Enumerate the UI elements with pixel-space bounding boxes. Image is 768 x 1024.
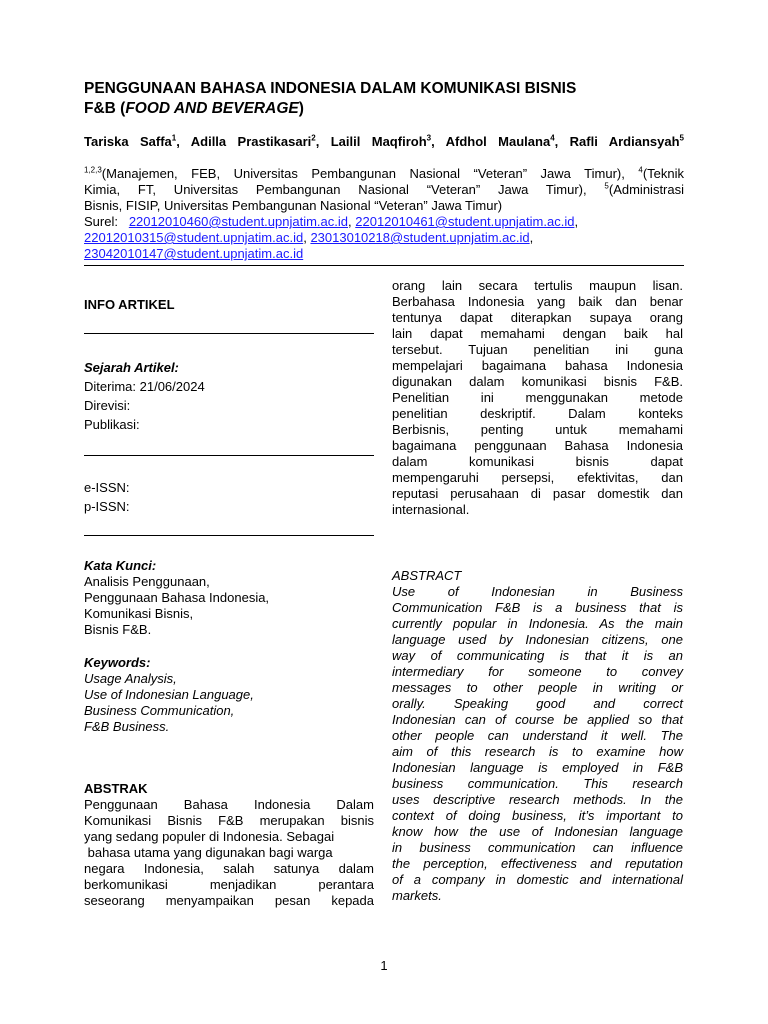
abstrak-continued bbox=[392, 278, 683, 518]
abstract-line: in business communication can influence bbox=[392, 840, 683, 855]
abstrak-line: tersebut. Tujuan penelitian ini guna bbox=[392, 342, 683, 357]
kata-kunci-heading: Kata Kunci: bbox=[84, 558, 157, 573]
abstrak-line: seseorang menyampaikan pesan kepada bbox=[84, 893, 374, 908]
keyword-item: Business Communication, bbox=[84, 703, 235, 718]
affiliation-line-1: $^{1,2,3}$(Manajemen, FEB, Universitas Pembangunan Nasional “Veteran” Jawa Timur), $^4$(Teknik bbox=[84, 165, 684, 181]
abstract-line: language used by Indonesian citizens, one bbox=[392, 632, 683, 647]
history-heading: Sejarah Artikel: bbox=[84, 360, 179, 375]
abstrak-block bbox=[84, 781, 374, 909]
abstract-heading: ABSTRACT bbox=[392, 568, 462, 583]
divider bbox=[84, 535, 374, 536]
email-line-1: Surel: 22012010460@student.upnjatim.ac.id, 22012010461@student.upnjatim.ac.id, bbox=[84, 214, 579, 229]
info-heading: INFO ARTIKEL bbox=[84, 297, 175, 312]
abstract-line: know how the use of Indonesian language bbox=[392, 824, 683, 839]
abstract-line: Use of Indonesian in Business bbox=[392, 584, 683, 599]
divider bbox=[84, 455, 374, 456]
abstrak-line: tentunya dapat diterapkan supaya orang bbox=[392, 310, 683, 325]
abstract-line: the perception, effectiveness and reputation bbox=[392, 856, 683, 871]
divider bbox=[84, 333, 374, 334]
email-label: Surel: bbox=[84, 214, 118, 229]
abstrak-line: mempengaruhi persepsi, efektivitas, dan bbox=[392, 470, 683, 485]
abstract-line: uses descriptive research methods. In the bbox=[392, 792, 683, 807]
abstract-line: messages to other people in writing or bbox=[392, 680, 683, 695]
author-name: Afdhol Maulana bbox=[445, 134, 551, 149]
abstract-line: of a company in domestic and international bbox=[392, 872, 683, 887]
email-link[interactable]: 22012010460@student.upnjatim.ac.id bbox=[128, 214, 349, 229]
abstract-line: context of doing business, it’s important to bbox=[392, 808, 683, 823]
abstract-line: markets. bbox=[392, 888, 442, 903]
paper-title bbox=[84, 79, 684, 119]
keyword-item: Komunikasi Bisnis, bbox=[84, 606, 194, 621]
pissn: p-ISSN: bbox=[84, 499, 130, 514]
keyword-item: Bisnis F&B. bbox=[84, 622, 152, 637]
abstrak-line: Penggunaan Bahasa Indonesia Dalam bbox=[84, 797, 374, 812]
abstract-line: orally. Speaking good and correct bbox=[392, 696, 683, 711]
page-number: 1 bbox=[380, 958, 388, 973]
abstract-line: business communication. This research bbox=[392, 776, 683, 791]
author-name: Tariska Saffa bbox=[84, 134, 172, 149]
abstrak-line: bahasa utama yang digunakan bagi warga bbox=[84, 845, 333, 860]
author-name: Rafli Ardiansyah bbox=[569, 134, 680, 149]
abstrak-line: Berbisnis, penting untuk memahami bbox=[392, 422, 683, 437]
keyword-item: Analisis Penggunaan, bbox=[84, 574, 210, 589]
kata-kunci-block bbox=[84, 558, 374, 638]
abstrak-line: internasional. bbox=[392, 502, 470, 517]
abstrak-line: bagaimana penggunaan Bahasa Indonesia bbox=[392, 438, 683, 453]
abstract-line: aim of this research is to examine how bbox=[392, 744, 683, 759]
issn-block bbox=[84, 478, 374, 516]
abstract-line: other people can understand it well. The bbox=[392, 728, 683, 743]
abstrak-line: digunakan dalam komunikasi bisnis F&B. bbox=[392, 374, 683, 389]
abstrak-line: Berbahasa Indonesia yang baik dan benar bbox=[392, 294, 683, 309]
affiliation-line-3: Bisnis, FISIP, Universitas Pembangunan Nasional “Veteran” Jawa Timur) bbox=[84, 198, 503, 213]
revised-date: Direvisi: bbox=[84, 398, 131, 413]
email-link[interactable]: 23013010218@student.upnjatim.ac.id bbox=[310, 230, 530, 245]
abstrak-line: mempelajari bagaimana bahasa Indonesia bbox=[392, 358, 683, 373]
abstract-line: way of communicating is that it is an bbox=[392, 648, 683, 663]
header-divider bbox=[84, 265, 684, 266]
abstrak-line: orang lain secara tertulis maupun lisan. bbox=[392, 278, 683, 293]
keyword-item: F&B Business. bbox=[84, 719, 170, 734]
abstrak-line: Komunikasi Bisnis F&B merupakan bisnis bbox=[84, 813, 374, 828]
email-line-3 bbox=[84, 246, 684, 262]
abstrak-line: negara Indonesia, salah satunya dalam bbox=[84, 861, 374, 876]
abstrak-line: lain dapat memahami dengan baik hal bbox=[392, 326, 683, 341]
email-link[interactable]: 22012010461@student.upnjatim.ac.id bbox=[355, 214, 575, 229]
abstrak-line: yang sedang populer di Indonesia. Sebagai bbox=[84, 829, 335, 844]
abstract-line: intermediary for someone to convey bbox=[392, 664, 683, 679]
received-date: Diterima: 21/06/2024 bbox=[84, 379, 205, 394]
abstrak-heading: ABSTRAK bbox=[84, 781, 148, 796]
abstrak-line: berkomunikasi menjadikan perantara bbox=[84, 877, 374, 892]
title-line-2: F&B (FOOD AND BEVERAGE) bbox=[84, 100, 304, 117]
keyword-item: Use of Indonesian Language, bbox=[84, 687, 254, 702]
abstrak-line: dalam komunikasi bisnis dapat bbox=[392, 454, 683, 469]
affiliation-line-2: Kimia, FT, Universitas Pembangunan Nasional “Veteran” Jawa Timur), $^5$(Administrasi bbox=[84, 181, 684, 197]
affiliations bbox=[84, 166, 684, 262]
keywords-heading: Keywords: bbox=[84, 655, 151, 670]
email-link[interactable]: 22012010315@student.upnjatim.ac.id bbox=[84, 230, 304, 245]
keyword-item: Penggunaan Bahasa Indonesia, bbox=[84, 590, 270, 605]
author-list: Tariska Saffa$^1$, Adilla Prastikasari$^2$, Lailil Maqfiroh$^3$, Afdhol Maulana$^4$, Rafli Ardiansyah$^5$ bbox=[84, 133, 684, 149]
title-line-1: PENGGUNAAN BAHASA INDONESIA DALAM KOMUNIKASI BISNIS bbox=[84, 80, 577, 97]
keyword-item: Usage Analysis, bbox=[84, 671, 177, 686]
author-name: Lailil Maqfiroh bbox=[330, 134, 427, 149]
abstrak-line: Penelitian ini menggunakan metode bbox=[392, 390, 683, 405]
abstract-line: currently popular in Indonesia. As the main bbox=[392, 616, 683, 631]
article-history bbox=[84, 358, 374, 434]
abstrak-line: reputasi perusahaan di pasar domestik dan bbox=[392, 486, 683, 501]
abstract-line: Indonesian language is employed in F&B bbox=[392, 760, 683, 775]
email-link[interactable]: 23042010147@student.upnjatim.ac.id bbox=[84, 246, 304, 261]
eissn: e-ISSN: bbox=[84, 480, 130, 495]
abstract-block bbox=[392, 568, 683, 904]
keywords-block bbox=[84, 655, 374, 735]
abstrak-line: penelitian deskriptif. Dalam konteks bbox=[392, 406, 683, 421]
author-name: Adilla Prastikasari bbox=[190, 134, 312, 149]
abstract-line: Communication F&B is a business that is bbox=[392, 600, 683, 615]
published-date: Publikasi: bbox=[84, 417, 140, 432]
abstract-line: Indonesian can of course be applied so that bbox=[392, 712, 683, 727]
email-line-2: 22012010315@student.upnjatim.ac.id, 23013010218@student.upnjatim.ac.id, bbox=[84, 230, 534, 245]
